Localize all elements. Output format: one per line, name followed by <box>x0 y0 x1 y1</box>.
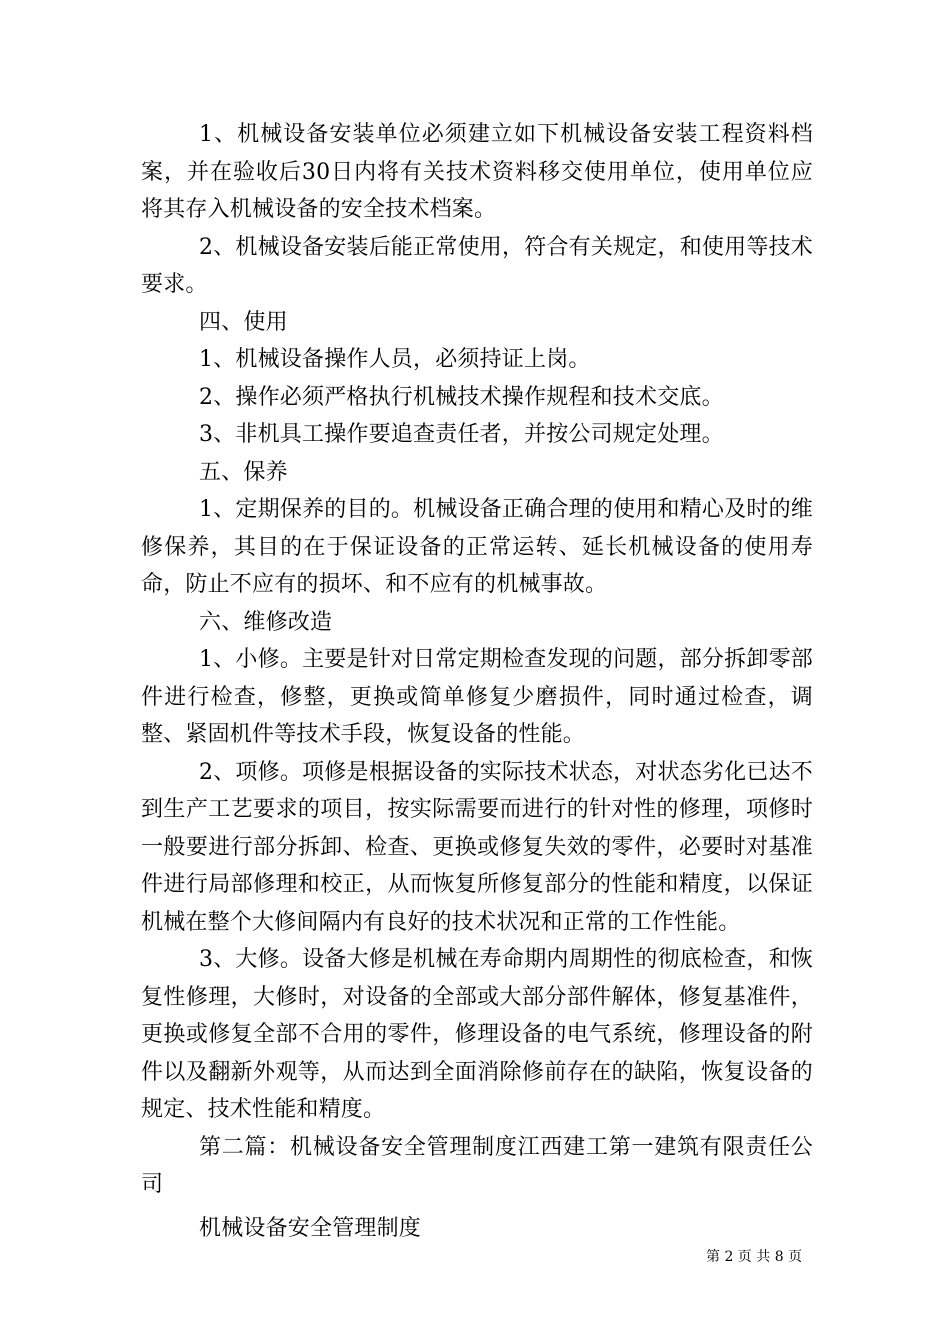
page-number: 第 2 页 共 8 页 <box>706 1249 803 1265</box>
paragraph: 3、大修。设备大修是机械在寿命期内周期性的彻底检查，和恢复性修理，大修时，对设备的全部或大部分部件解体，修复基准件，更换或修复全部不合用的零件，修理设备的电气系统，修理设备的附件以及翻新外观等，从而达到全面消除修前存在的缺陷，恢复设备的规定、技术性能和精度。 <box>141 947 813 1122</box>
section-heading: 六、维修改造 <box>199 609 333 635</box>
paragraph: 2、项修。项修是根据设备的实际技术状态，对状态劣化已达不到生产工艺要求的项目，按实际需要而进行的针对性的修理，项修时一般要进行部分拆卸、检查、更换或修复失效的零件，必要时对基准件进行局部修理和校正，从而恢复所修复部分的性能和精度，以保证机械在整个大修间隔内有良好的技术状况和正常的工作性能。 <box>141 759 813 935</box>
chapter-title: 第二篇：机械设备安全管理制度江西建工第一建筑有限责任公司 <box>141 1134 813 1197</box>
paragraph: 1、机械设备操作人员，必须持证上岗。 <box>199 347 591 372</box>
paragraph: 2、机械设备安装后能正常使用，符合有关规定，和使用等技术要求。 <box>141 234 813 297</box>
paragraph: 1、定期保养的目的。机械设备正确合理的使用和精心及时的维修保养，其目的在于保证设备的正常运转、延长机械设备的使用寿命，防止不应有的损坏、和不应有的机械事故。 <box>141 497 813 597</box>
paragraph: 3、非机具工操作要追查责任者，并按公司规定处理。 <box>199 422 724 447</box>
section-heading: 四、使用 <box>199 309 288 335</box>
paragraph: 1、小修。主要是针对日常定期检查发现的问题，部分拆卸零部件进行检查，修整，更换或简单修复少磨损件，同时通过检查，调整、紧固机件等技术手段，恢复设备的性能。 <box>141 647 813 747</box>
section-heading: 五、保养 <box>199 459 288 485</box>
paragraph: 1、机械设备安装单位必须建立如下机械设备安装工程资料档案，并在验收后30日内将有关技术资料移交使用单位，使用单位应将其存入机械设备的安全技术档案。 <box>141 122 813 222</box>
document-title: 机械设备安全管理制度 <box>199 1215 422 1241</box>
document-body <box>141 116 813 1247</box>
paragraph: 2、操作必须严格执行机械技术操作规程和技术交底。 <box>199 384 724 410</box>
